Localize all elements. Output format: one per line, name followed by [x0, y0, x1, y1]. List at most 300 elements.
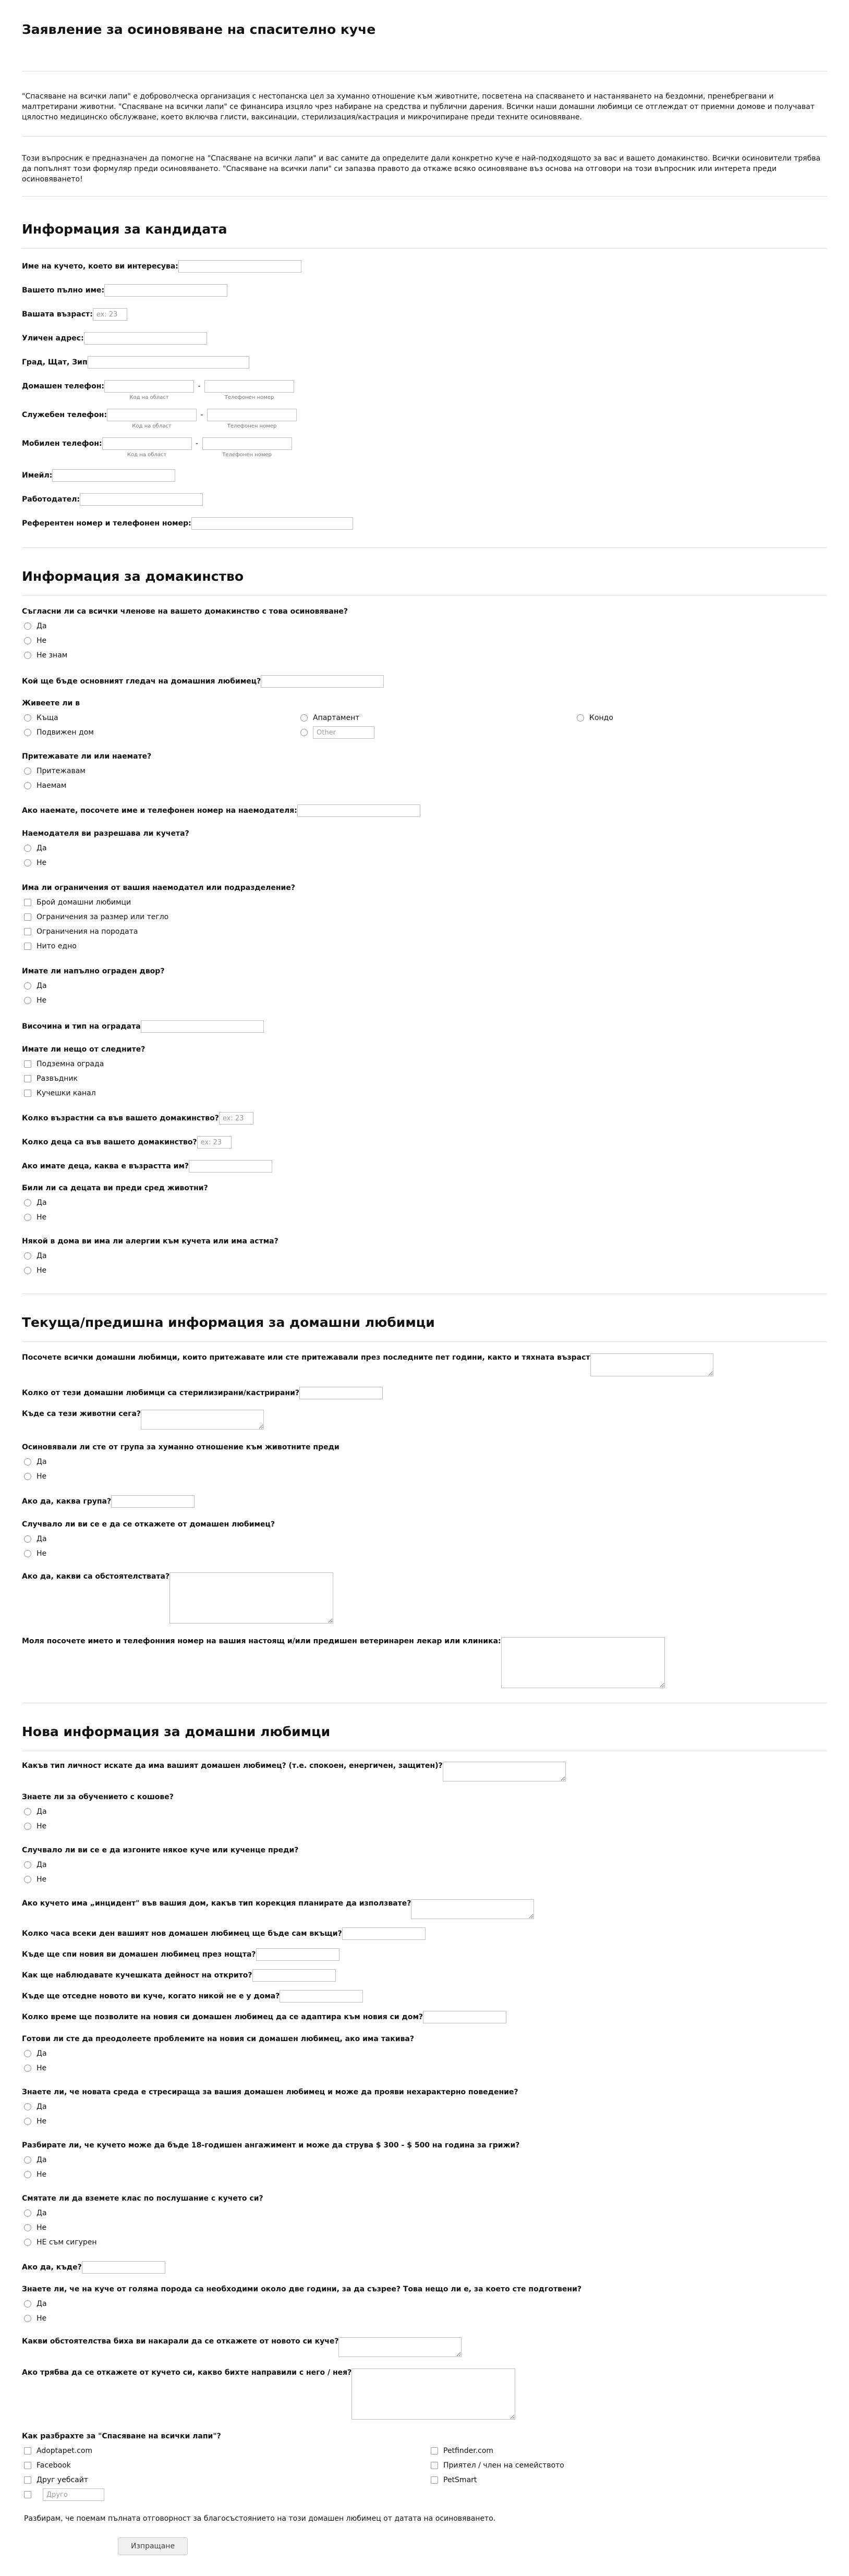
radio-icon — [24, 1252, 31, 1260]
dash: - — [196, 439, 199, 448]
option-label: Да — [37, 2049, 47, 2058]
rehome-question: Случвало ли ви се е да изгоните някое куче или кученце преди? — [22, 1846, 299, 1854]
restrict-options — [22, 895, 827, 954]
how-option-petfinder[interactable] — [429, 2444, 825, 2458]
kids-ages-row — [22, 1160, 827, 1173]
commit-options — [22, 2153, 827, 2182]
kids-input[interactable] — [197, 1136, 232, 1149]
radio-icon — [577, 714, 584, 722]
option-label: Да — [37, 1199, 47, 1207]
where-textarea[interactable] — [141, 1410, 264, 1430]
radio-icon — [24, 782, 31, 789]
how-other-input[interactable] — [43, 2488, 104, 2501]
given-up-no[interactable] — [22, 1546, 827, 1561]
radio-icon — [24, 859, 31, 866]
fenced-no[interactable] — [22, 993, 827, 1008]
alone-row — [22, 1927, 827, 1940]
stress-yes[interactable] — [22, 2099, 827, 2114]
radio-icon — [24, 1267, 31, 1274]
dog-name-label: Име на кучето, което ви интересува: — [22, 262, 178, 271]
radio-icon — [24, 2315, 31, 2322]
option-label: Да — [37, 2156, 47, 2164]
class-where-input[interactable] — [82, 2261, 165, 2274]
acknowledgement-text: Разбирам, че поемам пълната отговорност за благосъстоянието на този домашен любимец от датата на осиновяването. — [24, 2514, 496, 2523]
option-label: Не — [37, 1472, 47, 1481]
intro-paragraph-1: "Спасяване на всички лапи" е доброволческа организация с нестопанска цел за хуманно отношение към животните, посветена на спасяването и настаняването на бездомни, пренебрегвани и малтретирани животни. "Спасяване на всички лапи" се финансира изцяло чрез набиране на средства и публични дарения. Всички наши домашни любимци се отглеждат от приемни домове и получават цялостно медицинско обслужване, което включва глисти, ваксинации, стерилизация/кастрация и микрочипиране преди техните осиновяване. — [22, 92, 815, 121]
how-options — [22, 2444, 827, 2502]
landlord-label: Ако наемате, посочете име и телефонен номер на наемодателя: — [22, 807, 297, 815]
work-phone-area-input[interactable] — [107, 409, 197, 421]
restrict-option-breed[interactable] — [22, 924, 827, 939]
employer-row — [22, 493, 827, 506]
surrender-circum-label: Какви обстоятелства биха ви накарали да се откажете от новото си куче? — [22, 2337, 339, 2346]
checkbox-icon — [431, 2476, 438, 2484]
radio-icon — [24, 1535, 31, 1543]
adapt-label: Колко време ще позволите на новия си домашен любимец да се адаптира към новия си дом? — [22, 2013, 423, 2021]
radio-icon — [24, 2156, 31, 2164]
fenced-yes[interactable] — [22, 979, 827, 993]
large-breed-options — [22, 2297, 827, 2326]
observe-label: Как ще наблюдавате кучешката дейност на открито? — [22, 1971, 252, 1980]
group-which-row — [22, 1495, 827, 1508]
class-question: Смятате ли да вземете клас по послушание с кучето си? — [22, 2194, 263, 2203]
agree-option-dont-know[interactable] — [22, 648, 827, 663]
away-row — [22, 1990, 827, 2003]
checkbox-icon — [24, 2476, 31, 2484]
surrender-plan-row — [22, 2369, 827, 2420]
group-which-label: Ако да, каква група? — [22, 1497, 112, 1506]
option-label: Апартамент — [313, 714, 360, 722]
option-label: НЕ съм сигурен — [37, 2238, 97, 2247]
live-option-other[interactable] — [298, 725, 575, 740]
option-label: Не — [37, 1213, 47, 1222]
option-label: Да — [37, 982, 47, 990]
dash: - — [198, 382, 201, 390]
vet-row — [22, 1637, 827, 1688]
large-breed-no[interactable] — [22, 2311, 827, 2326]
reference-row — [22, 517, 827, 530]
option-label: Кучешки канал — [37, 1089, 96, 1097]
area-code-hint: Код на област — [132, 423, 172, 429]
radio-icon — [24, 1458, 31, 1466]
work-phone-fields — [107, 409, 297, 429]
radio-icon — [24, 1550, 31, 1557]
radio-icon — [300, 729, 308, 736]
kids-pets-options — [22, 1195, 827, 1225]
mobile-phone-label: Мобилен телефон: — [22, 439, 102, 448]
crate-no[interactable] — [22, 1819, 827, 1834]
problems-yes[interactable] — [22, 2046, 827, 2061]
phone-number-hint: Телефонен номер — [222, 452, 272, 458]
option-label: Приятел / член на семейството — [443, 2461, 564, 2470]
radio-icon — [24, 714, 31, 722]
option-label: Да — [37, 622, 47, 630]
option-label: Ограничения на породата — [37, 927, 138, 936]
allergy-options — [22, 1249, 827, 1278]
checkbox-icon — [24, 943, 31, 950]
radio-icon — [24, 652, 31, 659]
have-option-underground-fence[interactable] — [22, 1057, 827, 1071]
have-option-kennel[interactable] — [22, 1071, 827, 1086]
option-label: Не — [37, 1875, 47, 1884]
option-label: Да — [37, 2300, 47, 2308]
live-option-house[interactable] — [22, 711, 298, 725]
option-label: Да — [37, 1808, 47, 1816]
how-option-facebook[interactable] — [22, 2458, 429, 2473]
checkbox-icon — [431, 2462, 438, 2469]
kids-pets-yes[interactable] — [22, 1195, 827, 1210]
radio-icon — [24, 2103, 31, 2110]
given-up-circum-label: Ако да, какви са обстоятелствата? — [22, 1572, 170, 1581]
restrict-option-none[interactable] — [22, 939, 827, 954]
agree-question: Съгласни ли са всички членове на вашето домакинство с това осиновяване? — [22, 607, 348, 616]
how-option-other-website[interactable] — [22, 2473, 429, 2487]
vet-textarea[interactable] — [501, 1637, 665, 1688]
problems-options — [22, 2046, 827, 2076]
work-phone-number-input[interactable] — [207, 409, 297, 421]
live-option-condo[interactable] — [575, 711, 825, 725]
option-label: Кондо — [589, 714, 613, 722]
live-options — [22, 711, 827, 740]
group-no[interactable] — [22, 1469, 827, 1484]
radio-icon — [24, 2300, 31, 2308]
incident-row — [22, 1899, 827, 1919]
area-code-hint: Код на област — [129, 395, 169, 400]
full-name-label: Вашето пълно име: — [22, 286, 105, 295]
city-row — [22, 356, 827, 369]
phone-number-hint: Телефонен номер — [227, 423, 277, 429]
commit-question: Разбирате ли, че кучето може да бъде 18-годишен ангажимент и може да струва $ 300 - $ 500 на година за грижи? — [22, 2141, 520, 2150]
restrict-option-size[interactable] — [22, 910, 827, 924]
class-where-row — [22, 2261, 827, 2274]
how-question: Как разбрахте за "Спасяване на всички лапи"? — [22, 2432, 221, 2440]
allergy-question: Някой в дома ви има ли алергии към кучета или има астма? — [22, 1237, 278, 1246]
area-code-hint: Код на област — [127, 452, 167, 458]
city-input[interactable] — [88, 356, 249, 369]
radio-icon — [300, 714, 308, 722]
mobile-phone-number-input[interactable] — [202, 437, 292, 450]
own-question: Притежавате ли или наемате? — [22, 752, 152, 761]
sleep-input[interactable] — [256, 1948, 339, 1961]
spayed-input[interactable] — [299, 1387, 383, 1399]
fence-height-row — [22, 1020, 827, 1033]
have-options — [22, 1057, 827, 1101]
radio-icon — [24, 2224, 31, 2231]
option-label: Не — [37, 1266, 47, 1275]
problems-question: Готови ли сте да преодолеете проблемите на новия си домашен любимец, ако има такива? — [22, 2035, 414, 2043]
option-label: Не — [37, 2224, 47, 2232]
rehome-options — [22, 1858, 827, 1887]
restrict-question: Има ли ограничения от вашия наемодател или подразделение? — [22, 884, 295, 892]
checkbox-icon — [431, 2447, 438, 2455]
allergy-yes[interactable] — [22, 1249, 827, 1263]
adapt-row — [22, 2011, 827, 2023]
radio-icon — [24, 729, 31, 736]
option-label: Нито едно — [37, 942, 77, 950]
adults-input[interactable] — [219, 1112, 253, 1125]
full-name-input[interactable] — [104, 284, 227, 297]
given-up-question: Случвало ли ви се е да се откажете от домашен любимец? — [22, 1520, 275, 1529]
work-phone-label: Служебен телефон: — [22, 411, 107, 419]
fenced-question: Имате ли напълно ограден двор? — [22, 967, 165, 975]
radio-icon — [24, 1823, 31, 1830]
sleep-row — [22, 1948, 827, 1961]
radio-icon — [24, 2050, 31, 2057]
rehome-yes[interactable] — [22, 1858, 827, 1872]
incident-label: Ако кучето има „инцидент" във вашия дом, какъв тип корекция планирате да използвате? — [22, 1899, 411, 1908]
option-label: Къща — [37, 714, 58, 722]
agree-options — [22, 619, 827, 663]
have-option-dog-run[interactable] — [22, 1086, 827, 1101]
option-label: Да — [37, 1861, 47, 1869]
city-label: Град, Щат, Зип — [22, 358, 88, 367]
option-label: Да — [37, 1252, 47, 1260]
section-heading-new-pet: Нова информация за домашни любимци — [22, 1724, 331, 1739]
checkbox-icon — [24, 1090, 31, 1097]
option-label: Не — [37, 2314, 47, 2323]
form-title: Заявление за осиновяване на спасително куче — [22, 22, 376, 37]
landlord-input[interactable] — [297, 804, 420, 817]
section-heading-applicant: Информация за кандидата — [22, 222, 227, 237]
email-input[interactable] — [52, 469, 175, 482]
divider — [22, 547, 827, 548]
restrict-option-count[interactable] — [22, 895, 827, 910]
own-option-rent[interactable] — [22, 778, 827, 793]
checkbox-icon — [24, 2447, 31, 2455]
option-label: Наемам — [37, 782, 67, 790]
option-label: Да — [37, 1458, 47, 1466]
have-question: Имате ли нещо от следните? — [22, 1045, 145, 1054]
radio-icon — [24, 997, 31, 1004]
where-label: Къде са тези животни сега? — [22, 1410, 141, 1418]
pets-list-row — [22, 1353, 827, 1376]
home-phone-number-input[interactable] — [204, 380, 294, 393]
class-where-label: Ако да, къде? — [22, 2263, 82, 2272]
age-label: Вашата възраст: — [22, 310, 93, 319]
intro-paragraph-2: Този въпросник е предназначен да помогне на "Спасяване на всички лапи" и вас самите да определите дали конкретно куче е най-подходящото за вас и вашето домакинство. Всички осиновители трябва да попълнят този формуляр преди осиновяването. "Спасяване на всички лапи" си запазва правото да откаже всяко осиновяване въз основа на отговори на този въпросник или интерета преди осиновяването! — [22, 154, 821, 184]
radio-icon — [24, 1808, 31, 1815]
submit-area — [22, 2537, 827, 2576]
home-phone-area-input[interactable] — [104, 380, 194, 393]
crate-options — [22, 1804, 827, 1834]
fenced-options — [22, 979, 827, 1008]
radio-icon — [24, 767, 31, 775]
agree-option-yes[interactable] — [22, 619, 827, 633]
radio-icon — [24, 1473, 31, 1480]
radio-icon — [24, 2171, 31, 2178]
group-yes[interactable] — [22, 1455, 827, 1469]
radio-icon — [24, 2239, 31, 2246]
option-label: Не знам — [37, 651, 68, 660]
radio-icon — [24, 2118, 31, 2125]
submit-button[interactable]: Изпращане — [118, 2537, 188, 2555]
radio-icon — [24, 1876, 31, 1883]
commit-yes[interactable] — [22, 2153, 827, 2167]
option-label: Не — [37, 996, 47, 1005]
radio-icon — [24, 845, 31, 852]
fence-height-label: Височина и тип на оградата — [22, 1022, 141, 1031]
landlord-allow-yes[interactable] — [22, 841, 827, 856]
email-label: Имейл: — [22, 471, 53, 480]
pets-list-label: Посочете всички домашни любимци, които притежавате или сте притежавали през последните пет години, както и тяхната възраст — [22, 1353, 590, 1362]
group-which-input[interactable] — [111, 1495, 195, 1508]
how-option-other[interactable] — [22, 2487, 429, 2502]
live-other-input[interactable] — [313, 726, 374, 739]
caretaker-input[interactable] — [261, 675, 384, 688]
option-label: PetSmart — [443, 2476, 477, 2484]
checkbox-icon — [24, 1075, 31, 1082]
option-label: Брой домашни любимци — [37, 898, 131, 907]
option-label: Не — [37, 859, 47, 867]
reference-input[interactable] — [191, 517, 353, 530]
street-label: Уличен адрес: — [22, 334, 84, 343]
personality-label: Какъв тип личност искате да има вашият домашен любимец? (т.е. спокоен, енергичен, защитен)? — [22, 1762, 443, 1770]
live-option-mobile-home[interactable] — [22, 725, 298, 740]
observe-row — [22, 1969, 827, 1982]
given-up-yes[interactable] — [22, 1532, 827, 1546]
landlord-allow-options — [22, 841, 827, 870]
employer-input[interactable] — [80, 493, 203, 506]
commit-no[interactable] — [22, 2167, 827, 2182]
employer-label: Работодател: — [22, 495, 80, 504]
option-label: Да — [37, 2209, 47, 2217]
own-option-own[interactable] — [22, 764, 827, 778]
option-label: Да — [37, 2103, 47, 2111]
where-row — [22, 1410, 827, 1430]
surrender-plan-textarea[interactable] — [351, 2369, 515, 2420]
surrender-circum-textarea[interactable] — [338, 2337, 462, 2357]
age-input[interactable] — [93, 308, 127, 321]
landlord-allow-question: Наемодателя ви разрешава ли кучета? — [22, 829, 189, 838]
caretaker-label: Кой ще бъде основният гледач на домашния любимец? — [22, 677, 261, 686]
sleep-label: Къде ще спи новия ви домашен любимец през нощта? — [22, 1950, 256, 1959]
away-label: Къде ще отседне новото ви куче, когато никой не е у дома? — [22, 1992, 280, 2000]
age-row — [22, 308, 827, 321]
checkbox-icon — [24, 899, 31, 906]
crate-yes[interactable] — [22, 1804, 827, 1819]
large-breed-question: Знаете ли, че на куче от голяма порода са необходими около две години, за да съзрее? Това нещо ли е, за което сте подготвени? — [22, 2285, 582, 2293]
pets-list-textarea[interactable] — [590, 1353, 713, 1376]
checkbox-icon — [24, 1060, 31, 1068]
class-not-sure[interactable] — [22, 2235, 827, 2250]
option-label: Petfinder.com — [443, 2447, 494, 2455]
checkbox-icon — [24, 928, 31, 935]
phone-number-hint: Телефонен номер — [224, 395, 274, 400]
surrender-plan-label: Ако трябва да се откажете от кучето си, какво бихте направили с него / нея? — [22, 2369, 352, 2377]
divider — [22, 595, 827, 596]
landlord-allow-no[interactable] — [22, 856, 827, 870]
kids-pets-no[interactable] — [22, 1210, 827, 1225]
divider — [22, 1341, 827, 1342]
option-label: Не — [37, 2117, 47, 2126]
incident-textarea[interactable] — [411, 1899, 534, 1919]
personality-textarea[interactable] — [443, 1762, 566, 1781]
option-label: Да — [37, 1535, 47, 1543]
radio-icon — [24, 2209, 31, 2217]
option-label: Притежавам — [37, 767, 86, 775]
given-up-circum-row — [22, 1572, 827, 1623]
alone-input[interactable] — [342, 1927, 426, 1940]
caretaker-row — [22, 675, 827, 688]
landlord-row — [22, 804, 827, 817]
agree-option-no[interactable] — [22, 633, 827, 648]
fence-height-input[interactable] — [141, 1020, 264, 1033]
adults-row — [22, 1112, 827, 1125]
dash: - — [200, 411, 203, 419]
spayed-row — [22, 1387, 827, 1399]
away-input[interactable] — [280, 1990, 363, 2003]
reference-label: Референтен номер и телефонен номер: — [22, 519, 191, 528]
option-label: Не — [37, 1549, 47, 1558]
large-breed-yes[interactable] — [22, 2297, 827, 2311]
full-name-row — [22, 284, 827, 297]
radio-icon — [24, 1861, 31, 1869]
option-label: Не — [37, 1822, 47, 1830]
mobile-phone-area-input[interactable] — [102, 437, 192, 450]
how-option-petsmart[interactable] — [429, 2473, 825, 2487]
option-label: Ограничения за размер или тегло — [37, 913, 169, 921]
class-yes[interactable] — [22, 2206, 827, 2220]
adapt-input[interactable] — [423, 2011, 506, 2023]
section-heading-household: Информация за домакинство — [22, 569, 244, 584]
stress-question: Знаете ли, че новата среда е стресираща за вашия домашен любимец и може да прояви нехарактерно поведение? — [22, 2088, 518, 2096]
home-phone-fields — [104, 380, 294, 400]
surrender-circum-row — [22, 2337, 827, 2357]
section-heading-current-pets: Текуща/предишна информация за домашни любимци — [22, 1315, 435, 1330]
crate-question: Знаете ли за обучението с кошове? — [22, 1793, 174, 1801]
how-option-friend[interactable] — [429, 2458, 825, 2473]
dog-name-input[interactable] — [178, 260, 301, 273]
live-option-apartment[interactable] — [298, 711, 575, 725]
option-label: Подвижен дом — [37, 728, 94, 737]
class-options — [22, 2206, 827, 2250]
checkbox-icon — [24, 2491, 31, 2498]
street-row — [22, 332, 827, 345]
mobile-phone-row — [22, 437, 827, 458]
alone-label: Колко часа всеки ден вашият нов домашен любимец ще бъде сам вкъщи? — [22, 1930, 342, 1938]
kids-ages-label: Ако имате деца, каква е възрастта им? — [22, 1162, 189, 1170]
given-up-circum-textarea[interactable] — [169, 1572, 333, 1623]
rehome-no[interactable] — [22, 1872, 827, 1887]
given-up-options — [22, 1532, 827, 1561]
radio-icon — [24, 2065, 31, 2072]
kids-pets-question: Били ли са децата ви преди сред животни? — [22, 1184, 208, 1192]
vet-label: Моля посочете името и телефонния номер на вашия настоящ и/или предишен ветеринарен лекар или клиника: — [22, 1637, 501, 1645]
personality-row — [22, 1762, 827, 1781]
how-option-adoptapet[interactable] — [22, 2444, 429, 2458]
option-label: Развъдник — [37, 1075, 78, 1083]
group-question: Осиновявали ли сте от група за хуманно отношение към животните преди — [22, 1443, 339, 1451]
allergy-no[interactable] — [22, 1263, 827, 1278]
problems-no[interactable] — [22, 2061, 827, 2076]
kids-ages-input[interactable] — [189, 1160, 272, 1173]
work-phone-row — [22, 409, 827, 429]
observe-input[interactable] — [252, 1969, 336, 1982]
option-label: Друг уебсайт — [37, 2476, 88, 2484]
option-label: Не — [37, 637, 47, 645]
option-label: Подземна ограда — [37, 1060, 104, 1068]
street-input[interactable] — [84, 332, 207, 345]
kids-label: Колко деца са във вашето домакинство? — [22, 1138, 197, 1146]
home-phone-label: Домашен телефон: — [22, 382, 105, 390]
class-no[interactable] — [22, 2220, 827, 2235]
divider — [22, 196, 827, 197]
live-question: Живеете ли в — [22, 699, 80, 707]
stress-no[interactable] — [22, 2114, 827, 2129]
divider — [22, 136, 827, 137]
spayed-label: Колко от тези домашни любимци са стерилизирани/кастрирани? — [22, 1389, 300, 1397]
group-options — [22, 1455, 827, 1484]
